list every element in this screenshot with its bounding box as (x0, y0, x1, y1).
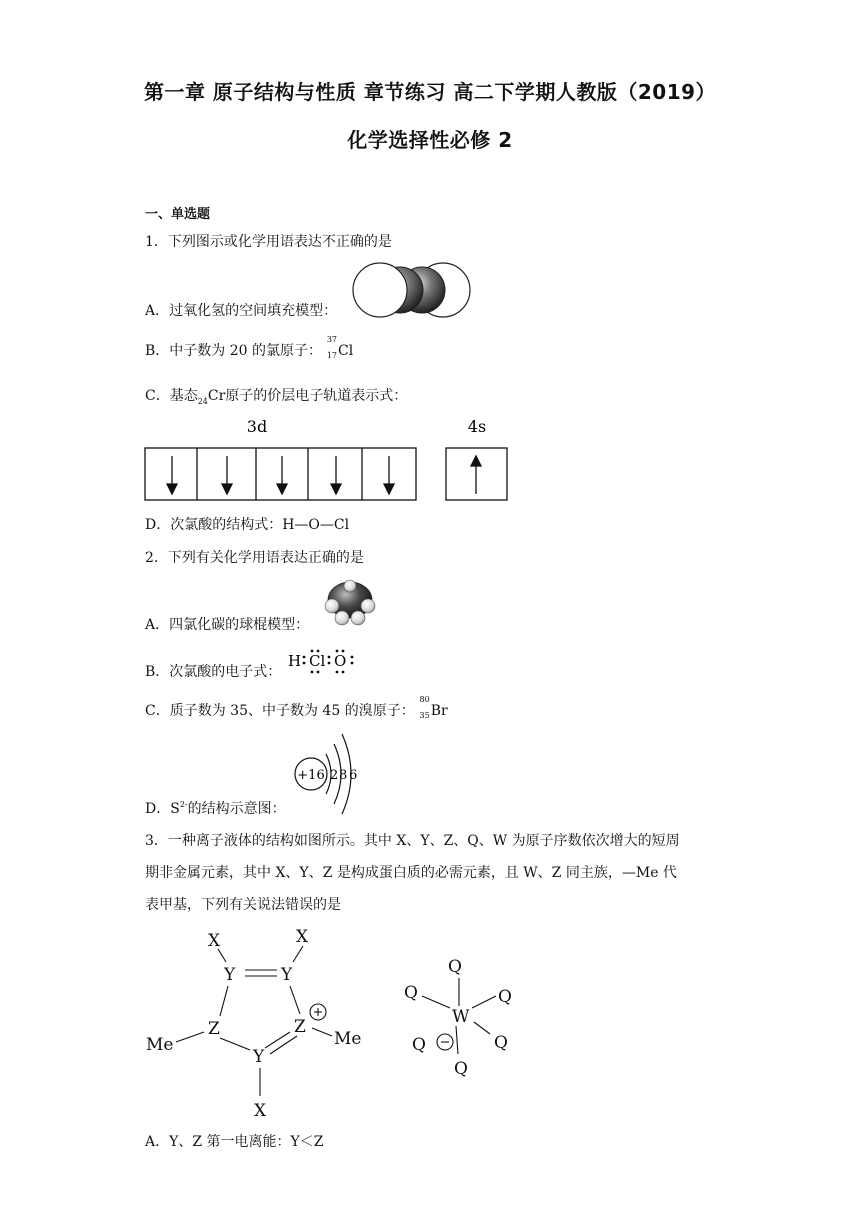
cl-nuclide (322, 335, 338, 360)
q1-option-b (145, 335, 354, 360)
atom-y: Y (253, 1047, 265, 1067)
atom-z: Z (208, 1019, 220, 1039)
cr-orbital-diagram (140, 412, 520, 504)
q2-option-a: A．四氯化碳的球棍模型： (145, 617, 310, 633)
q3-option-a: A．Y、Z 第一电离能：Y＜Z (145, 1134, 324, 1150)
q1-option-a: A．过氧化氢的空间填充模型： (145, 303, 338, 319)
q2-d-suffix: 的结构示意图： (187, 801, 286, 817)
atom-x: X (254, 1101, 267, 1121)
q1-option-d: D．次氯酸的结构式：H—O—Cl (145, 517, 350, 533)
atom-x: X (208, 931, 221, 951)
atom-w: W (452, 1007, 470, 1027)
cl-atomic-number: 17 (326, 351, 338, 360)
methyl-group: Me (334, 1029, 362, 1049)
3d-down-arrow (167, 456, 177, 494)
q1-option-c (145, 385, 407, 406)
atom-q: Q (412, 1035, 426, 1055)
orbital-label-4s: 4s (467, 417, 487, 436)
page-title: 第一章 原子结构与性质 章节练习 高二下学期人教版（2019） (143, 80, 717, 104)
br-nuclide (415, 695, 431, 720)
atom-q: Q (498, 987, 512, 1007)
q2-option-b: B．次氯酸的电子式： (145, 664, 282, 680)
formula-h: H (288, 652, 302, 670)
atom-q: Q (404, 983, 418, 1003)
cr-atomic-number: 24 (197, 397, 208, 406)
q3-stem-line1: 3．一种离子液体的结构如图所示。其中 X、Y、Z、Q、W 为原子序数依次增大的短周 (145, 833, 680, 849)
section-heading: 一、单选题 (145, 207, 211, 222)
atom-x: X (296, 927, 309, 947)
nucleus-charge: +16 (297, 768, 325, 783)
cl-mass-number: 37 (326, 335, 338, 344)
4s-up-arrow (471, 456, 481, 494)
q2-option-c (145, 695, 448, 720)
atom-q: Q (448, 957, 462, 977)
q3-stem-line3: 表甲基，下列有关说法错误的是 (145, 897, 341, 913)
3d-down-arrow (222, 456, 232, 494)
page-subtitle: 化学选择性必修 2 (347, 128, 513, 152)
3d-down-arrow (277, 456, 287, 494)
atom-q: Q (454, 1059, 468, 1079)
q2-option-d (145, 798, 286, 818)
shell-2-electrons: 8 (339, 768, 348, 783)
s-charge: 2- (179, 800, 188, 809)
atom-y: Y (224, 965, 236, 985)
formula-o: O (334, 652, 347, 670)
cr-symbol: Cr (207, 388, 226, 404)
3d-down-arrow (384, 456, 394, 494)
q1-c-prefix: C．基态 (145, 388, 198, 404)
q3-stem-line2: 期非金属元素，其中 X、Y、Z 是构成蛋白质的必需元素，且 W、Z 同主族，—Me 代 (145, 865, 677, 881)
q1-stem: 1．下列图示或化学用语表达不正确的是 (145, 234, 392, 250)
methyl-group: Me (146, 1035, 174, 1055)
anion-structure-diagram (398, 950, 528, 1080)
shell-1-electrons: 2 (330, 768, 339, 783)
ccl4-ball-stick-model (320, 578, 382, 630)
h2o2-space-filling-model (350, 260, 474, 322)
q1-c-suffix: 原子的价层电子轨道表示式： (225, 388, 408, 404)
q2-stem: 2．下列有关化学用语表达正确的是 (145, 550, 364, 566)
q1-option-b-text: B．中子数为 20 的氯原子： (145, 343, 323, 359)
formula-cl: Cl (309, 652, 326, 670)
br-atomic-number: 35 (419, 711, 430, 720)
br-symbol: Br (430, 703, 448, 719)
cl-symbol: Cl (338, 343, 354, 359)
atom-z: Z (294, 1017, 306, 1037)
br-mass-number: 80 (419, 695, 430, 704)
s2-atomic-structure-diagram (288, 728, 368, 820)
shell-3-electrons: 6 (349, 768, 358, 783)
cation-structure-diagram (140, 922, 380, 1122)
3d-down-arrow (331, 456, 341, 494)
orbital-label-3d: 3d (246, 417, 268, 436)
q2-d-prefix: D．S (145, 801, 180, 817)
q2-option-c-text: C．质子数为 35、中子数为 45 的溴原子： (145, 703, 415, 719)
atom-q: Q (494, 1033, 508, 1053)
hclo-electron-formula (286, 648, 366, 678)
atom-y: Y (281, 965, 293, 985)
